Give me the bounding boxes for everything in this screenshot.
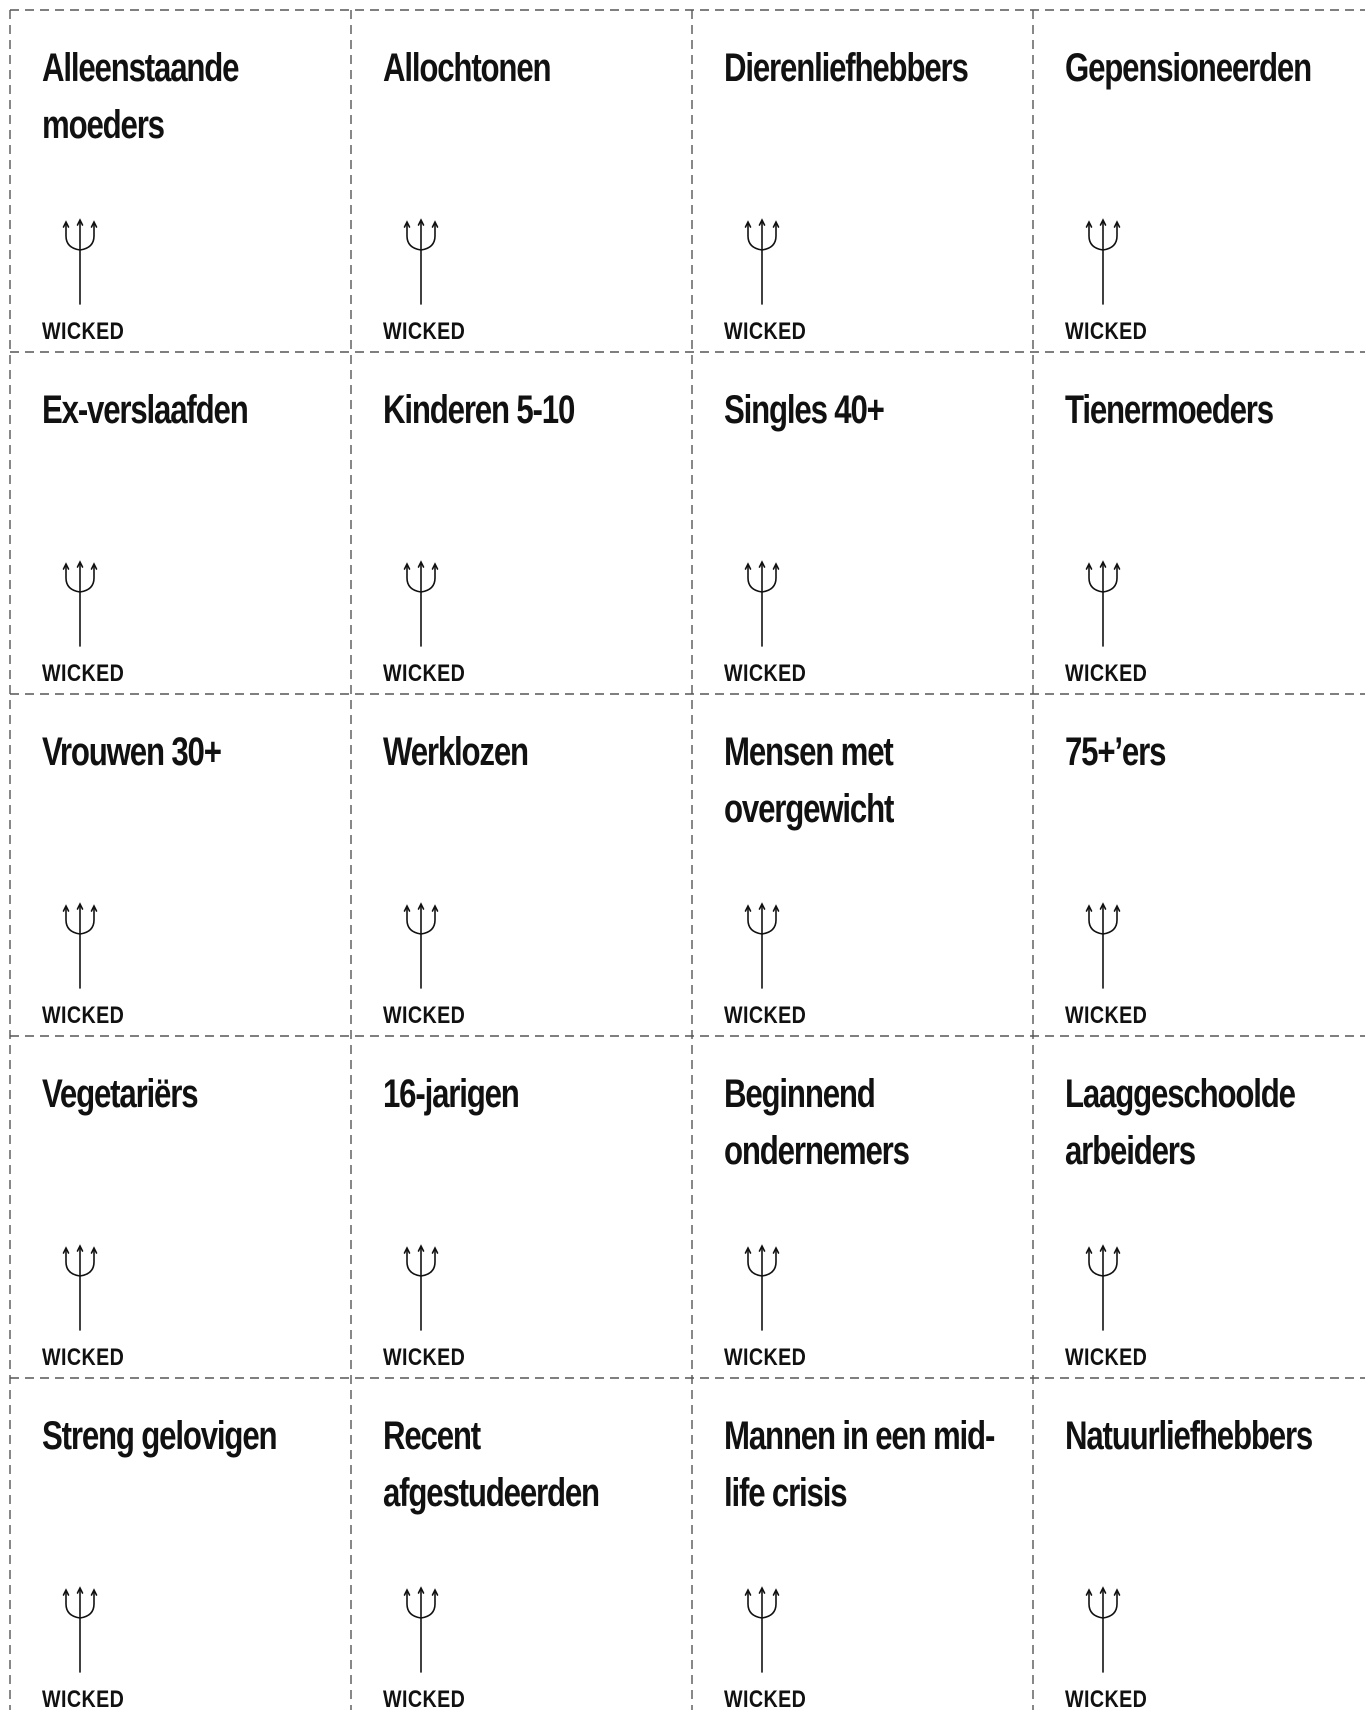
trident-icon [60,558,100,648]
trident-icon [401,900,441,990]
card [692,1036,1033,1378]
trident-icon [742,900,782,990]
brand-label: WICKED [724,1002,807,1029]
card [692,10,1033,352]
brand-label: WICKED [724,318,807,345]
brand-label: WICKED [1065,318,1148,345]
card [1033,1036,1365,1378]
card [351,10,692,352]
brand-label: WICKED [42,1002,125,1029]
brand-label: WICKED [724,1344,807,1371]
trident-icon [401,1584,441,1674]
card-title: Beginnend ondernemers [724,1072,909,1173]
trident-icon [1083,1242,1123,1332]
card-title: Gepensioneerden [1065,46,1311,90]
brand-label: WICKED [42,318,125,345]
brand-label: WICKED [1065,1002,1148,1029]
trident-icon [1083,1584,1123,1674]
trident-icon [60,1242,100,1332]
card-title: Allochtonen [383,46,551,90]
card-title: 75+’ers [1065,730,1166,774]
card [692,694,1033,1036]
brand-label: WICKED [1065,1344,1148,1371]
card [10,10,351,352]
card-title: Recent afgestudeerden [383,1414,599,1515]
trident-icon [742,1584,782,1674]
card [10,694,351,1036]
card-title: Tienermoeders [1065,388,1273,432]
card-title: Werklozen [383,730,528,774]
card-title: 16-jarigen [383,1072,519,1116]
brand-label: WICKED [383,1344,466,1371]
card-title: Alleenstaande moeders [42,46,239,147]
trident-icon [401,1242,441,1332]
brand-label: WICKED [724,1686,807,1713]
brand-label: WICKED [383,1686,466,1713]
trident-icon [60,900,100,990]
card-title: Mannen in een mid-life crisis [724,1414,995,1515]
card [692,352,1033,694]
card-title: Streng gelovigen [42,1414,277,1458]
card [1033,1378,1365,1720]
card [351,1378,692,1720]
trident-icon [60,216,100,306]
card-title: Ex-verslaafden [42,388,248,432]
card-title: Singles 40+ [724,388,884,432]
card-title: Dierenliefhebbers [724,46,968,90]
card [351,694,692,1036]
brand-label: WICKED [383,318,466,345]
trident-icon [1083,558,1123,648]
card [10,1036,351,1378]
brand-label: WICKED [383,1002,466,1029]
brand-label: WICKED [1065,1686,1148,1713]
brand-label: WICKED [42,1686,125,1713]
brand-label: WICKED [383,660,466,687]
card [351,1036,692,1378]
card [1033,694,1365,1036]
card-title: Vegetariërs [42,1072,198,1116]
trident-icon [1083,216,1123,306]
card [692,1378,1033,1720]
trident-icon [742,1242,782,1332]
trident-icon [742,216,782,306]
card [10,1378,351,1720]
brand-label: WICKED [42,1344,125,1371]
card [351,352,692,694]
trident-icon [1083,900,1123,990]
brand-label: WICKED [724,660,807,687]
card [1033,352,1365,694]
trident-icon [60,1584,100,1674]
card [10,352,351,694]
card [1033,10,1365,352]
trident-icon [742,558,782,648]
brand-label: WICKED [42,660,125,687]
brand-label: WICKED [1065,660,1148,687]
card-title: Laaggeschoolde arbeiders [1065,1072,1295,1173]
trident-icon [401,216,441,306]
card-title: Vrouwen 30+ [42,730,221,774]
card-title: Natuurliefhebbers [1065,1414,1313,1458]
card-title: Kinderen 5-10 [383,388,575,432]
trident-icon [401,558,441,648]
card-title: Mensen met overgewicht [724,730,894,831]
